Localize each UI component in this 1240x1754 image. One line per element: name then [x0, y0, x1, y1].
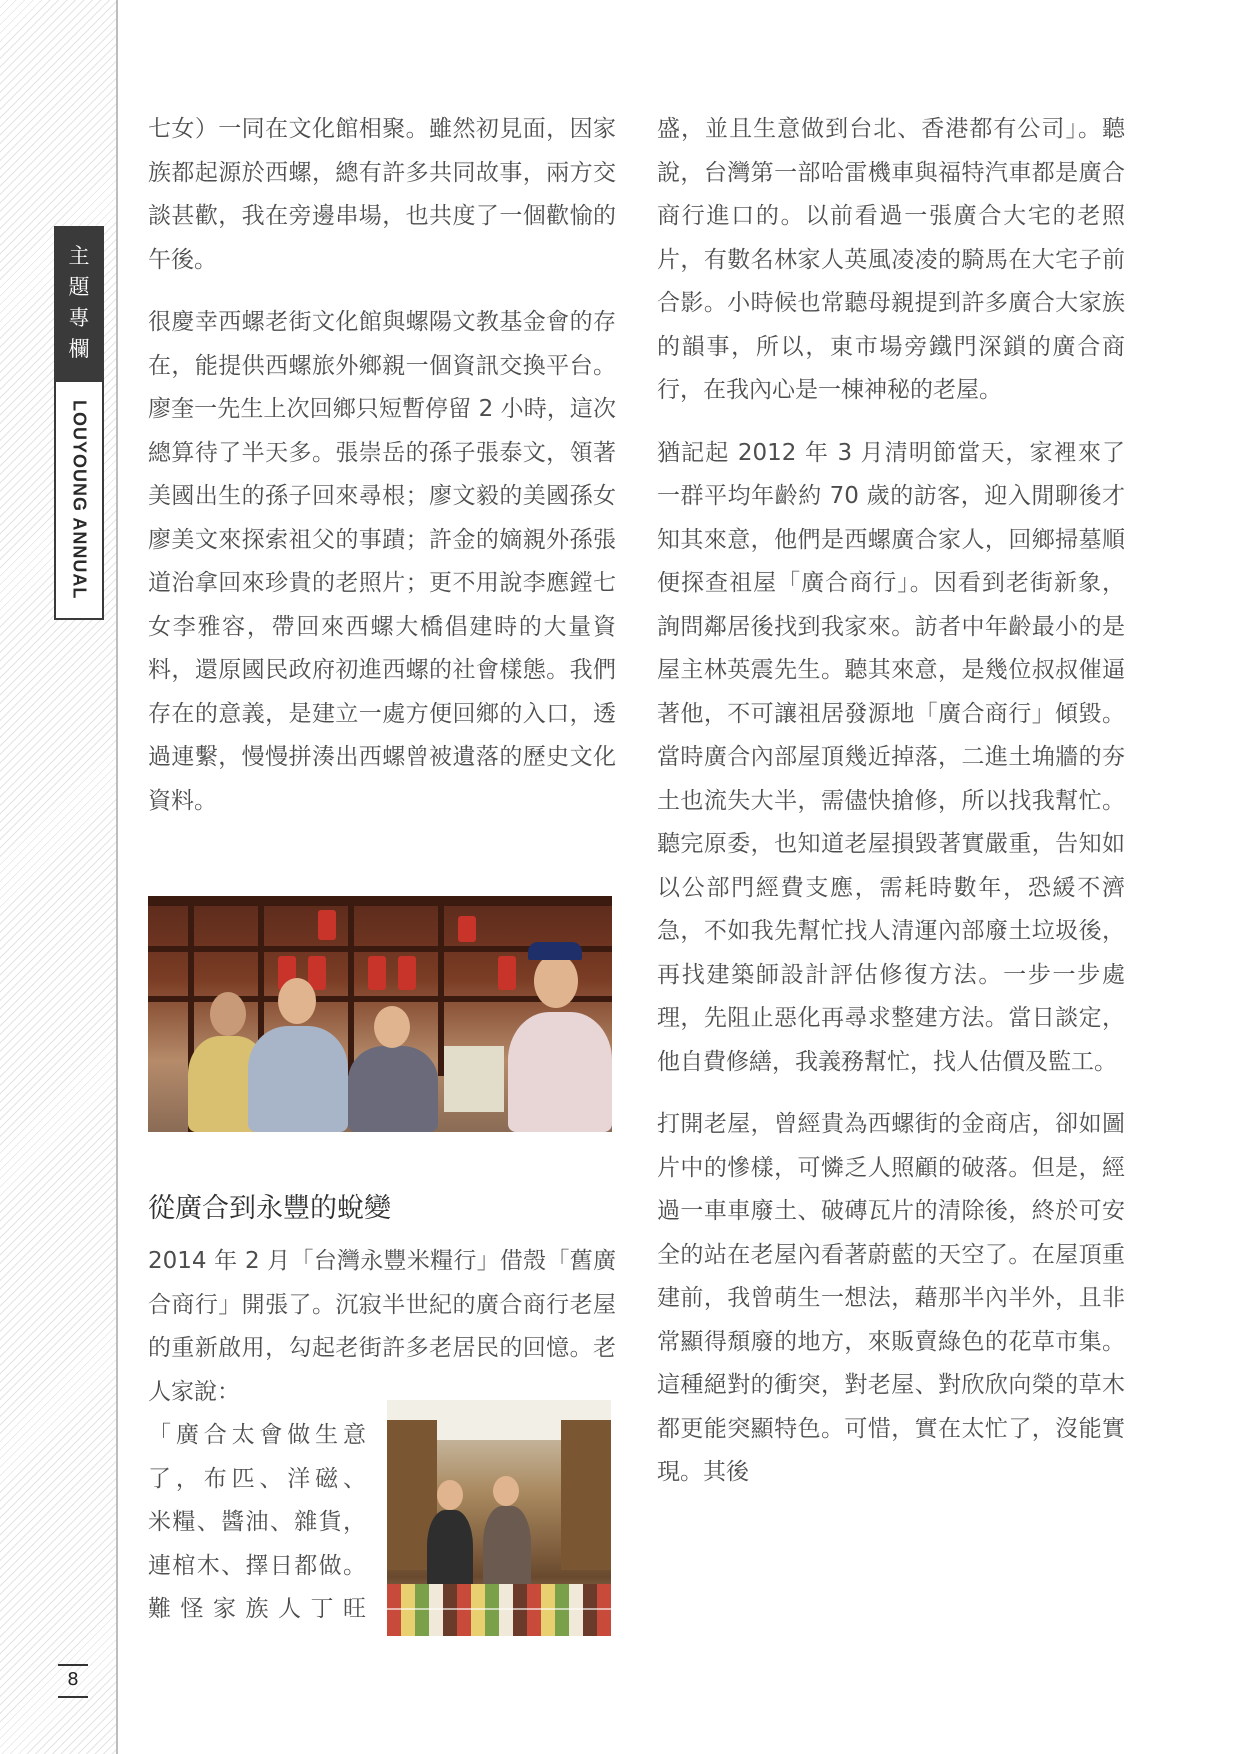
paragraph: 很慶幸西螺老街文化館與螺陽文教基金會的存在，能提供西螺旅外鄉親一個資訊交換平台。廖奎一先生上次回鄉只短暫停留 2 小時，這次總算待了半天多。張崇岳的孫子張泰文，領著美國出生的孫子回來尋根；廖文毅的美國孫女廖美文來探索祖父的事蹟；許金的嫡親外孫張道治拿回來珍貴的老照片；更不用說李應鏜七女李雅容，帶回來西螺大橋倡建時的大量資料，還原國民政府初進西螺的社會樣態。我們存在的意義，是建立一處方便回鄉的入口，透過連繫，慢慢拼湊出西螺曾被遺落的歷史文化資料。 — [148, 309, 616, 814]
paragraph: 猶記起 2012 年 3 月清明節當天，家裡來了一群平均年齡約 70 歲的訪客，迎入閒聊後才知其來意，他們是西螺廣合家人，回鄉掃墓順便探查祖屋「廣合商行」。因看到老街新象，詢問鄰居後找到我家來。訪者中年齡最小的是屋主林英震先生。聽其來意，是幾位叔叔催逼著他，不可讓祖居發源地「廣合商行」傾毀。當時廣合內部屋頂幾近掉落，二進土埆牆的夯土也流失大半，需儘快搶修，所以找我幫忙。聽完原委，也知道老屋損毀著實嚴重，告知如以公部門經費支應，需耗時數年，恐緩不濟急，不如我先幫忙找人清運內部廢土垃圾後，再找建築師設計評估修復方法。一步一步處理，先阻止惡化再尋求整建方法。當日談定，他自費修繕，我義務幫忙，找人估價及監工。 — [657, 439, 1125, 1075]
section-tab — [54, 226, 104, 380]
text-line: 了，布匹、洋磁、 — [148, 1465, 366, 1492]
text-line: 米糧、醬油、雜貨， — [148, 1509, 366, 1535]
paragraph: 七女）一同在文化館相聚。雖然初見面，因家族都起源於西螺，總有許多共同故事，兩方交談甚歡，我在旁邊串場，也共度了一個歡愉的午後。 — [148, 116, 616, 273]
left-column — [148, 108, 616, 823]
photo-group-in-shop — [148, 896, 612, 1132]
sidebar-divider — [116, 0, 118, 1754]
text-line: 連棺木、擇日都做。 — [148, 1552, 366, 1579]
text-line: 「廣合太會做生意 — [148, 1422, 366, 1448]
publication-name: LOUYOUNG ANNUAL — [69, 400, 90, 600]
publication-tab — [54, 380, 104, 620]
page-number: 8 — [58, 1664, 88, 1698]
section-char: 欄 — [68, 337, 90, 361]
paragraph: 2014 年 2 月「台灣永豐米糧行」借殼「舊廣合商行」開張了。沉寂半世紀的廣合商行老屋的重新啟用，勾起老街許多老居民的回憶。老人家說： — [148, 1248, 616, 1405]
paragraph: 盛，並且生意做到台北、香港都有公司」。聽說，台灣第一部哈雷機車與福特汽車都是廣合商行進口的。以前看過一張廣合大宅的老照片，有數名林家人英風凌凌的騎馬在大宅子前合影。小時候也常聽母親提到許多廣合大家族的韻事，所以，東市場旁鐵門深鎖的廣合商行，在我內心是一棟神秘的老屋。 — [657, 116, 1125, 403]
wrapped-text — [148, 1414, 366, 1632]
text-line: 難怪家族人丁旺 — [148, 1596, 366, 1622]
paragraph: 打開老屋，曾經貴為西螺街的金商店，卻如圖片中的慘樣，可憐乏人照顧的破落。但是，經過一車車廢土、破磚瓦片的清除後，終於可安全的站在老屋內看著蔚藍的天空了。在屋頂重建前，我曾萌生一想法，藉那半內半外，且非常顯得頹廢的地方，來販賣綠色的花草市集。這種絕對的衝突，對老屋、對欣欣向榮的草木都更能突顯特色。可惜，實在太忙了，沒能實現。其後 — [657, 1111, 1125, 1485]
section-char: 主 — [68, 244, 90, 268]
section-heading: 從廣合到永豐的蛻變 — [148, 1193, 391, 1224]
right-column — [657, 108, 1125, 1495]
left-column-bottom — [148, 1240, 616, 1414]
photo-rice-shop — [387, 1400, 611, 1636]
section-char: 題 — [68, 275, 90, 299]
section-char: 專 — [68, 306, 90, 330]
